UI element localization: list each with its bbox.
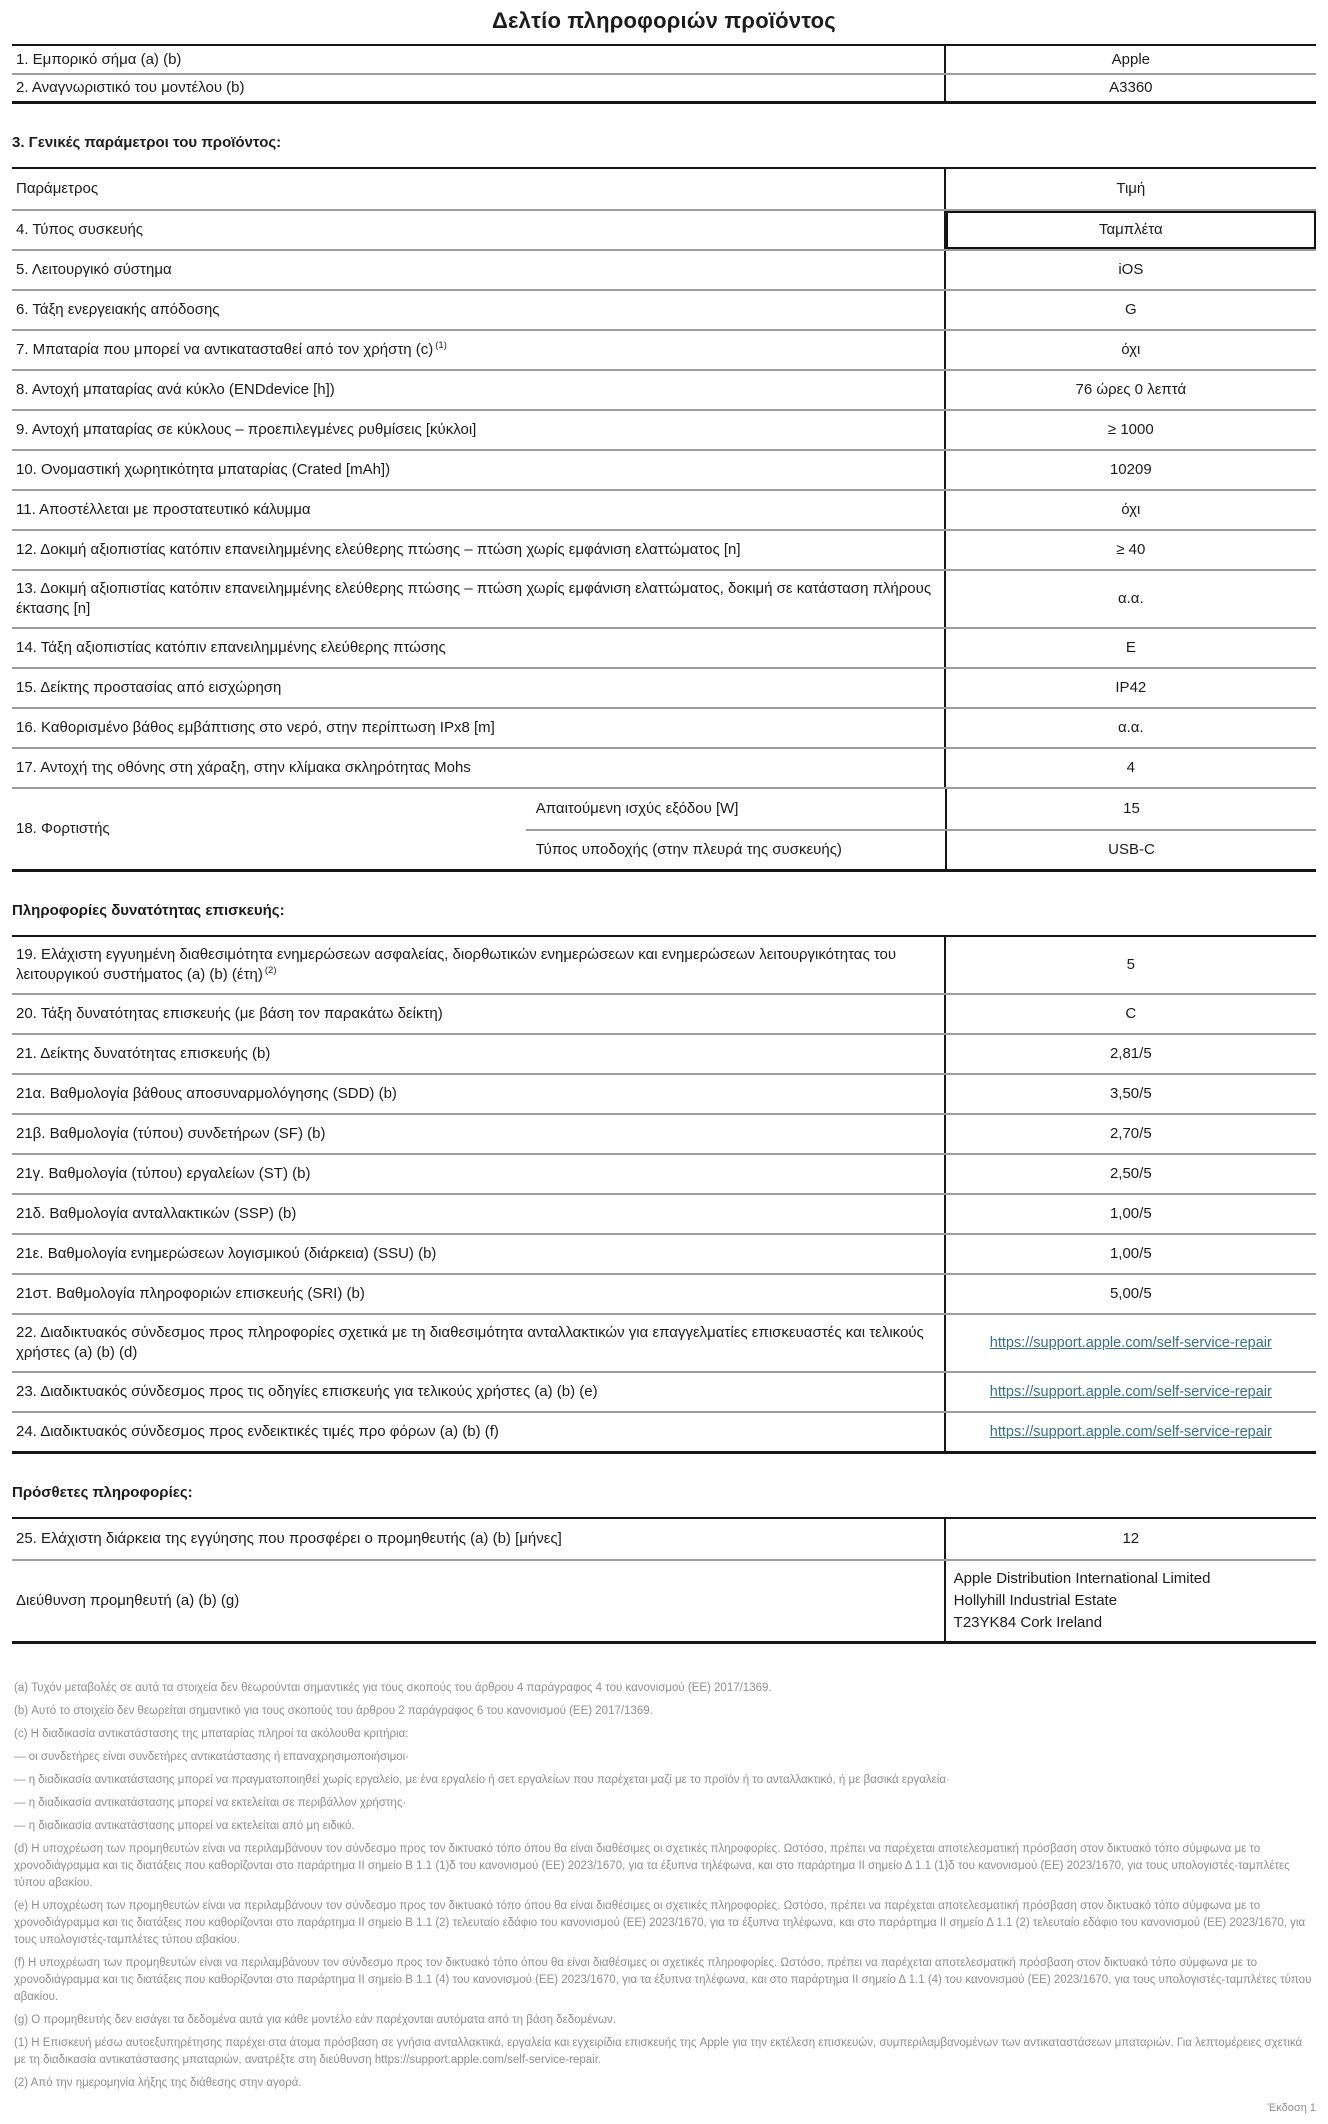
row-value: 5,00/5	[1109, 1285, 1152, 1302]
self-service-repair-link[interactable]: https://support.apple.com/self-service-repair	[989, 1424, 1272, 1440]
row-value-highlighted: Ταμπλέτα	[946, 211, 1316, 249]
row-battery-endurance-cycles	[12, 409, 1316, 449]
row-trademark	[12, 46, 1316, 73]
footnote-c-bullet-4: — η διαδικασία αντικατάστασης μπορεί να εκτελείται από μη ειδικό.	[14, 1820, 355, 1832]
column-header-value: Τιμή	[1116, 180, 1146, 197]
charger-connector-type-row	[526, 829, 1316, 869]
row-repairability-index	[12, 1033, 1316, 1073]
row-label: 21γ. Βαθμολογία (τύπου) εργαλείων (ST) (b)	[12, 1155, 946, 1193]
row-value: USB-C	[1108, 841, 1155, 858]
row-label: 12. Δοκιμή αξιοπιστίας κατόπιν επανειλημμένης ελεύθερης πτώσης – πτώση χωρίς εμφάνιση ελαττώματος [n]	[12, 531, 946, 569]
row-user-replaceable-battery	[12, 329, 1316, 369]
row-label: 21δ. Βαθμολογία ανταλλακτικών (SSP) (b)	[12, 1195, 946, 1233]
identification-table	[12, 44, 1316, 104]
row-value: 2,70/5	[1109, 1125, 1152, 1142]
footnote-c-bullet-1: — οι συνδετήρες είναι συνδετήρες αντικατάστασης ή επαναχρησιμοποιήσιμοι·	[14, 1751, 410, 1763]
row-label: 14. Τάξη αξιοπιστίας κατόπιν επανειλημμένης ελεύθερης πτώσης	[12, 629, 946, 667]
row-label: 21β. Βαθμολογία (τύπου) συνδετήρων (SF) (b)	[12, 1115, 946, 1153]
charger-sub-table	[526, 789, 1316, 869]
row-label: 13. Δοκιμή αξιοπιστίας κατόπιν επανειλημμένης ελεύθερης πτώσης – πτώση χωρίς εμφάνιση ελαττώματος, δοκιμή σε κατάσταση πλήρους έκτασης [n]	[12, 571, 946, 627]
row-value: 2,50/5	[1109, 1165, 1152, 1182]
footnote-e: (e) Η υποχρέωση των προμηθευτών είναι να περιλαμβάνουν τον σύνδεσμο προς τον δικτυακό τόπο όπου θα είναι διαθέσιμες οι σχετικές πληροφορίες. Ωστόσο, πρέπει να παρέχεται αποτελεσματική πρόσβαση στον δικτυακό τόπο σύμφωνα με το χρονοδιάγραμμα και τις διατάξεις που καθορίζονται στο παράρτημα II σημείο B 1.1 (2) τελευταίο εδάφιο του κανονισμού (ΕΕ) 2023/1670, για τα έξυπνα τηλέφωνα, και στο παράρτημα II σημείο Δ 1.1 (2) τελευταίο εδάφιο του κανονισμού (ΕΕ) 2023/1670, για τους υπολογιστές-ταμπλέτες τύπου αβακίου.	[14, 1900, 1306, 1946]
row-value: α.α.	[1117, 590, 1144, 607]
column-header-parameter: Παράμετρος	[12, 169, 946, 209]
row-label: 4. Τύπος συσκευής	[12, 211, 946, 249]
row-label: 24. Διαδικτυακός σύνδεσμος προς ενδεικτικές τιμές προ φόρων (a) (b) (f)	[12, 1413, 946, 1451]
row-device-type	[12, 209, 1316, 249]
row-spare-parts-score	[12, 1193, 1316, 1233]
row-value: 12	[1122, 1530, 1140, 1547]
footnote-c: (c) Η διαδικασία αντικατάστασης της μπαταρίας πληροί τα ακόλουθα κριτήρια:	[14, 1728, 409, 1740]
row-value: C	[1125, 1005, 1137, 1022]
footnote-f: (f) Η υποχρέωση των προμηθευτών είναι να περιλαμβάνουν τον σύνδεσμο προς τον δικτυακό τόπο όπου θα είναι διαθέσιμες οι σχετικές πληροφορίες. Ωστόσο, πρέπει να παρέχεται αποτελεσματική πρόσβαση στον δικτυακό τόπο σύμφωνα με το χρονοδιάγραμμα και τις διατάξεις που καθορίζονται στο παράρτημα II σημείο B 1.1 (4) του κανονισμού (ΕΕ) 2023/1670, για τα έξυπνα τηλέφωνα, και στο παράρτημα II σημείο Δ 1.1 (4) του κανονισμού (ΕΕ) 2023/1670, για τους υπολογιστές-ταμπλέτες τύπου αβακίου.	[14, 1957, 1312, 2003]
row-value: α.α.	[1117, 719, 1144, 736]
row-label: 9. Αντοχή μπαταρίας σε κύκλους – προεπιλεγμένες ρυθμίσεις [κύκλοι]	[12, 411, 946, 449]
row-label: 16. Καθορισμένο βάθος εμβάπτισης στο νερό, στην περίπτωση IPx8 [m]	[12, 709, 946, 747]
row-value: IP42	[1115, 679, 1147, 696]
row-fall-reliability-class	[12, 627, 1316, 667]
row-label: 25. Ελάχιστη διάρκεια της εγγύησης που προσφέρει ο προμηθευτής (a) (b) [μήνες]	[12, 1519, 946, 1559]
address-line: T23YK84 Cork Ireland	[953, 1614, 1103, 1631]
row-protective-cover	[12, 489, 1316, 529]
row-repair-instructions-link	[12, 1371, 1316, 1411]
row-label: 20. Τάξη δυνατότητας επισκευής (με βάση τον παρακάτω δείκτη)	[12, 995, 946, 1033]
row-immersion-depth	[12, 707, 1316, 747]
row-value: A3360	[1109, 79, 1153, 96]
row-label: 21ε. Βαθμολογία ενημερώσεων λογισμικού (διάρκεια) (SSU) (b)	[12, 1235, 946, 1273]
row-value: 10209	[1109, 461, 1152, 478]
row-value: όχι	[1121, 501, 1141, 518]
row-value: 76 ώρες 0 λεπτά	[1075, 381, 1187, 398]
row-fasteners-score	[12, 1113, 1316, 1153]
version-label: Έκδοση 1	[1267, 2102, 1316, 2114]
row-repair-information-score	[12, 1273, 1316, 1313]
row-indicative-prices-link	[12, 1411, 1316, 1451]
row-label: 11. Αποστέλλεται με προστατευτικό κάλυμμα	[12, 491, 946, 529]
row-value	[946, 1315, 1316, 1371]
row-value: iOS	[1118, 261, 1144, 278]
row-value: 3,50/5	[1109, 1085, 1152, 1102]
row-warranty-duration	[12, 1519, 1316, 1559]
row-label: 19. Ελάχιστη εγγυημένη διαθεσιμότητα ενημερώσεων ασφαλείας, διορθωτικών ενημερώσεων και ενημερώσεων λειτουργικότητας του λειτουργικού συστήματος (a) (b) (έτη) $^{(2)}$	[12, 937, 946, 993]
row-label: 1. Εμπορικό σήμα (a) (b)	[12, 46, 946, 73]
supplier-address	[946, 1561, 1316, 1641]
general-parameters-table	[12, 167, 1316, 872]
row-label: 18. Φορτιστής	[16, 820, 110, 837]
row-value: 1,00/5	[1109, 1205, 1152, 1222]
row-model-identifier	[12, 73, 1316, 101]
row-disassembly-depth-score	[12, 1073, 1316, 1113]
footnotes	[12, 1680, 1316, 2092]
row-label: Απαιτούμενη ισχύς εξόδου [W]	[526, 789, 947, 829]
footnote-a: (a) Τυχόν μεταβολές σε αυτά τα στοιχεία δεν θεωρούνται σημαντικές για τους σκοπούς του άρθρου 4 παράγραφος 4 του κανονισμού (ΕΕ) 2017/1369.	[14, 1682, 772, 1694]
row-value: ≥ 40	[1116, 541, 1146, 558]
footnote-marker: (1)	[435, 340, 447, 351]
page-title: Δελτίο πληροφοριών προϊόντος	[492, 8, 836, 33]
row-label: 6. Τάξη ενεργειακής απόδοσης	[12, 291, 946, 329]
table-header-row	[12, 169, 1316, 209]
address-line: Apple Distribution International Limited	[953, 1570, 1211, 1587]
row-software-updates-score	[12, 1233, 1316, 1273]
row-tools-score	[12, 1153, 1316, 1193]
row-value	[946, 1373, 1316, 1411]
row-value: Apple	[1111, 50, 1150, 68]
row-energy-class	[12, 289, 1316, 329]
row-free-fall-test-unfolded	[12, 569, 1316, 627]
row-label: 21α. Βαθμολογία βάθους αποσυναρμολόγησης (SDD) (b)	[12, 1075, 946, 1113]
row-value: όχι	[1121, 341, 1141, 358]
row-label: Τύπος υποδοχής (στην πλευρά της συσκευής)	[526, 831, 947, 869]
repairability-heading: Πληροφορίες δυνατότητας επισκευής:	[12, 902, 285, 919]
row-label: 21στ. Βαθμολογία πληροφοριών επισκευής (SRI) (b)	[12, 1275, 946, 1313]
row-value: 2,81/5	[1109, 1045, 1152, 1062]
additional-info-heading: Πρόσθετες πληροφορίες:	[12, 1484, 193, 1501]
row-value: 4	[1126, 759, 1135, 776]
self-service-repair-link[interactable]: https://support.apple.com/self-service-repair	[989, 1384, 1272, 1400]
row-label: 21. Δείκτης δυνατότητας επισκευής (b)	[12, 1035, 946, 1073]
row-label: 5. Λειτουργικό σύστημα	[12, 251, 946, 289]
repairability-table	[12, 935, 1316, 1454]
row-label: 2. Αναγνωριστικό του μοντέλου (b)	[12, 75, 946, 101]
row-scratch-resistance-mohs	[12, 747, 1316, 787]
row-label: Διεύθυνση προμηθευτή (a) (b) (g)	[12, 1561, 946, 1641]
footnote-g: (g) Ο προμηθευτής δεν εισάγει τα δεδομένα αυτά για κάθε μοντέλο εάν παρέχονται αυτόματα από τη βάση δεδομένων.	[14, 2014, 616, 2026]
row-value: E	[1125, 639, 1136, 656]
row-label: 8. Αντοχή μπαταρίας ανά κύκλο (ENDdevice [h])	[12, 371, 946, 409]
row-ingress-protection	[12, 667, 1316, 707]
footnote-c-bullet-3: — η διαδικασία αντικατάστασης μπορεί να εκτελείται σε περιβάλλον χρήστης·	[14, 1797, 407, 1809]
footnote-b: (b) Αυτό το στοιχείο δεν θεωρείται σημαντικό για τους σκοπούς του άρθρου 2 παράγραφος 6 του κανονισμού (ΕΕ) 2017/1369.	[14, 1705, 653, 1717]
row-repairability-class	[12, 993, 1316, 1033]
row-label: 22. Διαδικτυακός σύνδεσμος προς πληροφορίες σχετικά με τη διαθεσιμότητα ανταλλακτικών για επαγγελματίες επισκευαστές και τελικούς χρήστες (a) (b) (d)	[12, 1315, 946, 1371]
footnote-2: (2) Από την ημερομηνία λήξης της διάθεσης στην αγορά.	[14, 2077, 302, 2089]
row-value: 5	[1126, 956, 1135, 973]
row-supplier-address	[12, 1559, 1316, 1641]
footnote-d: (d) Η υποχρέωση των προμηθευτών είναι να περιλαμβάνουν τον σύνδεσμο προς τον δικτυακό τόπο όπου θα είναι διαθέσιμες οι σχετικές πληροφορίες. Ωστόσο, πρέπει να παρέχεται αποτελεσματική πρόσβαση στον δικτυακό τόπο σύμφωνα με το χρονοδιάγραμμα και τις διατάξεις που καθορίζονται στο παράρτημα II σημείο B 1.1 (1)δ του κανονισμού (ΕΕ) 2023/1670, για τα έξυπνα τηλέφωνα, και στο παράρτημα II σημείο Δ 1.1 (1)δ του κανονισμού (ΕΕ) 2023/1670, για τους υπολογιστές-ταμπλέτες τύπου αβακίου.	[14, 1843, 1290, 1889]
additional-info-table	[12, 1517, 1316, 1644]
self-service-repair-link[interactable]: https://support.apple.com/self-service-repair	[989, 1335, 1272, 1351]
row-value: ≥ 1000	[1107, 421, 1154, 438]
footnote-c-bullet-2: — η διαδικασία αντικατάστασης μπορεί να πραγματοποιηθεί χωρίς εργαλείο, με ένα εργαλείο ή σετ εργαλείων που παρέχεται μαζί με το προϊόν ή το ανταλλακτικό, ή με βασικά εργαλεία·	[14, 1774, 950, 1786]
row-charger	[12, 787, 1316, 869]
row-label: 23. Διαδικτυακός σύνδεσμος προς τις οδηγίες επισκευής για τελικούς χρήστες (a) (b) (e)	[12, 1373, 946, 1411]
row-operating-system	[12, 249, 1316, 289]
row-battery-endurance-per-cycle	[12, 369, 1316, 409]
row-value	[946, 1413, 1316, 1451]
row-label: 17. Αντοχή της οθόνης στη χάραξη, στην κλίμακα σκληρότητας Mohs	[12, 749, 946, 787]
address-line: Hollyhill Industrial Estate	[953, 1592, 1118, 1609]
charger-output-power-row	[526, 789, 1316, 829]
row-guaranteed-os-updates	[12, 937, 1316, 993]
general-parameters-heading: 3. Γενικές παράμετροι του προϊόντος:	[12, 134, 282, 151]
row-value: 15	[1123, 800, 1140, 817]
row-spare-parts-link	[12, 1313, 1316, 1371]
row-label: 15. Δείκτης προστασίας από εισχώρηση	[12, 669, 946, 707]
row-value: G	[1124, 301, 1137, 318]
row-value: 1,00/5	[1109, 1245, 1152, 1262]
row-rated-battery-capacity	[12, 449, 1316, 489]
row-label: 10. Ονομαστική χωρητικότητα μπαταρίας (Crated [mAh])	[12, 451, 946, 489]
footnote-1: (1) Η Επισκευή μέσω αυτοεξυπηρέτησης παρέχει στα άτομα πρόσβαση σε γνήσια ανταλλακτικά, εργαλεία και εγχειρίδια επισκευής της Apple για την εκτέλεση επισκευών, συμπεριλαμβανομένων των αντικαταστάσεων μπαταριών. Για λεπτομέρειες σχετικά με τη διαδικασία αντικατάστασης μπαταριών, ανατρέξτε στη διεύθυνση https://support.apple.com/self-service-repair.	[14, 2037, 1303, 2066]
row-label: 7. Μπαταρία που μπορεί να αντικατασταθεί από τον χρήστη (c) $^{(1)}$	[12, 331, 946, 369]
footnote-marker: (2)	[264, 965, 277, 976]
row-free-fall-test	[12, 529, 1316, 569]
